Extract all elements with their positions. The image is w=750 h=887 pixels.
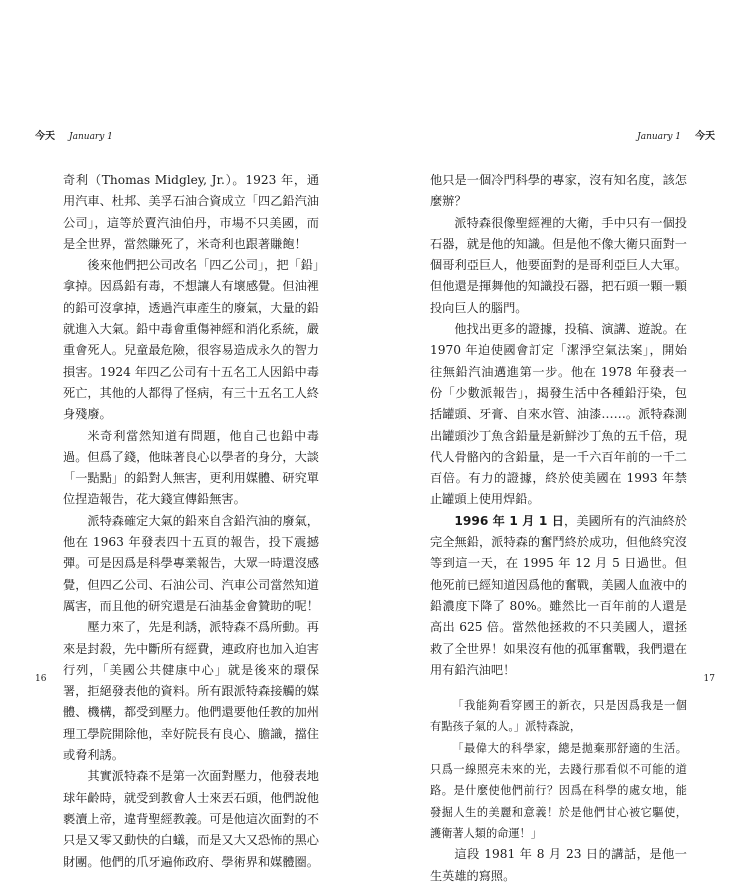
right-page-number: 17: [703, 674, 715, 684]
right-header-date: January 1: [637, 132, 681, 142]
left-paragraph-1: 奇利（Thomas Midgley, Jr.）。1923 年，通用汽車、杜邦、美孚石油合資成立「四乙鉛汽油公司」，這等於賣汽油伯丹，市場不只美國，而是全世界，當然賺死了，米奇利也跟著賺飽！: [63, 173, 319, 251]
right-header-title: 今天: [695, 131, 715, 142]
left-paragraph-4: 派特森確定大氣的鉛來自含鉛汽油的廢氣，他在 1963 年發表四十五頁的報告，投下震撼彈。可是因爲是科學專業報告，大眾一時還沒感覺，但四乙公司、石油公司、汽車公司當然知道厲害，而且他的研究還是石油基金會贊助的呢！: [63, 513, 319, 613]
quote-block: [430, 695, 687, 844]
quote-2: 「最偉大的科學家，總是拋棄那舒適的生活。只爲一線照亮未來的光，去踐行那看似不可能的道路。是什麼使他們前行？因爲在科學的處女地，能發掘人生的美麗和意義！於是他們甘心被它驅使，護衛著人類的命運！」: [430, 741, 687, 840]
closing-paragraph: 這段 1981 年 8 月 23 日的講話，是他一生英雄的寫照。: [430, 847, 687, 883]
quote-1: 「我能夠看穿國王的新衣，只是因爲我是一個有點孩子氣的人。」派特森說，: [430, 699, 687, 734]
right-paragraph-2: 派特森很像聖經裡的大衛，手中只有一個投石器，就是他的知識。但是他不像大衛只面對一個哥利亞巨人，他要面對的是哥利亞巨人大軍。但他還是揮舞他的知識投石器，把石頭一顆一顆投向巨人的腦門。: [430, 215, 687, 315]
left-page-body: [63, 170, 319, 873]
right-paragraph-4: [430, 511, 687, 681]
left-paragraph-5: 壓力來了，先是利誘，派特森不爲所動。再來是封殺，先中斷所有經費，連政府也加入迫害行列，「美國公共健康中心」就是後來的環保署，拒絕發表他的資料。所有跟派特森接觸的媒體、機構，都受到壓力。他們還要他任教的加州理工學院開除他，幸好院長有良心、膽識，擋住或脅利誘。: [63, 620, 319, 763]
right-paragraph-3: 他找出更多的證據，投稿、演講、遊說。在 1970 年迫使國會訂定「潔淨空氣法案」，開始往無鉛汽油邁進第一步。他在 1978 年發表一份「少數派報告」，揭發生活中各種鉛汙染，包括罐頭、牙膏、自來水管、油漆……。派特森測出罐頭沙丁魚含鉛量是新鮮沙丁魚的五千倍，現代人骨骼內的含鉛量，是一千六百年前的一千二百倍。有力的證據，終於使美國在 1993 年禁止罐頭上使用焊鉛。: [430, 322, 687, 507]
left-header-date: January 1: [69, 132, 113, 142]
left-page-number: 16: [35, 674, 47, 684]
right-running-header: [637, 127, 715, 142]
left-paragraph-6: 其實派特森不是第一次面對壓力，他發表地球年齡時，就受到教會人士來丟石頭，他們說他褻瀆上帝，違背聖經教義。可是他這次面對的不只是又零又動快的白蟻，而是又大又恐怖的黑心財團。他們的爪牙遍佈政府、學術界和媒體圈。: [63, 769, 319, 869]
left-header-title: 今天: [35, 131, 55, 142]
left-running-header: [35, 127, 113, 142]
right-paragraph-4-text: ，美國所有的汽油終於完全無鉛，派特森的奮鬥終於成功，但他終究沒等到這一天，在 1995 年 12 月 5 日過世。但他死前已經知道因爲他的奮戰，美國人血液中的鉛濃度下降了 80%。雖然比一百年前的人還是高出 625 倍。當然他拯救的不只美國人，還拯救了全世界！如果沒有他的孤軍奮戰，我們還在用有鉛汽油吧！: [430, 513, 687, 677]
right-page-body: [430, 170, 687, 887]
left-paragraph-3: 米奇利當然知道有問題，他自己也鉛中毒過。但爲了錢，他昧著良心以學者的身分，大談「一點點」的鉛對人無害，更利用媒體、研究單位捏造報告，花大錢宣傳鉛無害。: [63, 428, 319, 507]
left-paragraph-2: 後來他們把公司改名「四乙公司」，把「鉛」拿掉。因爲鉛有毒，不想讓人有壞感覺。但油裡的鉛可沒拿掉，透過汽車產生的廢氣，大量的鉛就進入大氣。鉛中毒會重傷神經和消化系統，嚴重會死人。兒童最危險，很容易造成永久的智力損害。1924 年四乙公司有十五名工人因鉛中毒死亡，其他的人都得了怪病，有三十五名工人終身殘廢。: [63, 258, 319, 422]
right-paragraph-1: 他只是一個冷門科學的專家，沒有知名度，該怎麼辦？: [430, 173, 687, 209]
highlighted-date: 1996 年 1 月 1 日: [454, 513, 565, 528]
